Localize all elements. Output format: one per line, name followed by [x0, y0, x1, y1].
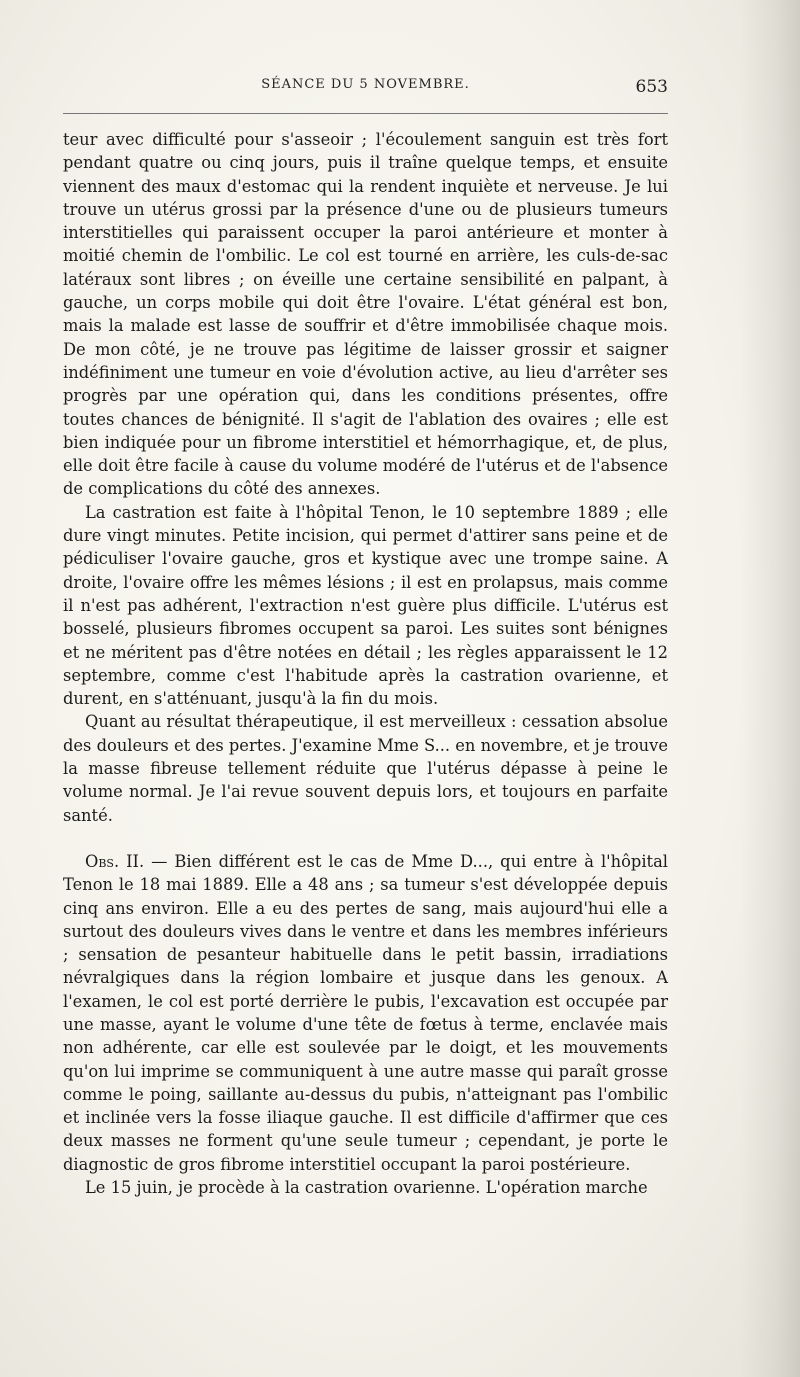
paragraph-operation: Le 15 juin, je procède à la castration ovarienne. L'opération marche [85, 1178, 648, 1198]
page-header [63, 77, 668, 101]
header-rule [63, 113, 668, 114]
body-text [63, 128, 668, 1199]
page-edge-shadow [740, 0, 800, 1377]
running-title: SÉANCE DU 5 NOVEMBRE. [261, 77, 470, 92]
paragraph-continuation: teur avec difficulté pour s'asseoir ; l'écoulement sanguin est très fort pendant quatre ou cinq jours, puis il traîne quelque temps, et ensuite viennent des maux d'estomac qui la rendent inquiète et nerveuse. Je lui trouve un utérus grossi par la présence d'une ou de plusieurs tumeurs interstitielles qui paraissent occuper la paroi antérieure et monter à moitié chemin de l'ombilic. Le col est tourné en arrière, les culs-de-sac latéraux sont libres ; on éveille une certaine sensibilité en palpant, à gauche, un corps mobile qui doit être l'ovaire. L'état général est bon, mais la malade est lasse de souffrir et d'être immobilisée chaque mois. De mon côté, je ne trouve pas légitime de laisser grossir et saigner indéfiniment une tumeur en voie d'évolution active, au lieu d'arrêter ses progrès par une opération qui, dans les conditions présentes, offre toutes chances de bénignité. Il s'agit de l'ablation des ovaires ; elle est bien indiquée pour un fibrome interstitiel et hémorrhagique, et, de plus, elle doit être facile à cause du volume modéré de l'utérus et de l'absence de complications du côté des annexes. [63, 130, 668, 499]
paragraph-castration: La castration est faite à l'hôpital Tenon, le 10 septembre 1889 ; elle dure vingt minutes. Petite incision, qui permet d'attirer sans peine et de pédiculiser l'ovaire gauche, gros et kystique avec une trompe saine. A droite, l'ovaire offre les mêmes lésions ; il est en prolapsus, mais comme il n'est pas adhérent, l'extraction n'est guère plus difficile. L'utérus est bosselé, plusieurs fibromes occupent sa paroi. Les suites sont bénignes et ne méritent pas d'être notées en détail ; les règles apparaissent le 12 septembre, comme c'est l'habitude après la castration ovarienne, et durent, en s'atténuant, jusqu'à la fin du mois. [63, 502, 668, 709]
paragraph-observation-2 [63, 850, 668, 1176]
paragraph-result: Quant au résultat thérapeutique, il est merveilleux : cessation absolue des douleurs et des pertes. J'examine Mme S... en novembre, et je trouve la masse fibreuse tellement réduite que l'utérus dépasse à peine le volume normal. Je l'ai revue souvent depuis lors, et toujours en parfaite santé. [63, 712, 668, 825]
page-number: 653 [635, 77, 668, 97]
observation-label: Obs. II. [85, 851, 145, 871]
observation-text: — Bien différent est le cas de Mme D..., qui entre à l'hôpital Tenon le 18 mai 1889. Elle a 48 ans ; sa tumeur s'est développée depuis cinq ans environ. Elle a eu des pertes de sang, mais aujourd'hui elle a surtout des douleurs vives dans le ventre et dans les membres inférieurs ; sensation de pesanteur habituelle dans le petit bassin, irradiations névralgiques dans la région lombaire et jusque dans les genoux. A l'examen, le col est porté derrière le pubis, l'excavation est occupée par une masse, ayant le volume d'une tête de fœtus à terme, enclavée mais non adhérente, car elle est soulevée par le doigt, et les mouvements qu'on lui imprime se communiquent à une autre masse qui paraît grosse comme le poing, saillante au-dessus du pubis, n'atteignant pas l'ombilic et inclinée vers la fosse iliaque gauche. Il est difficile d'affirmer que ces deux masses ne forment qu'une seule tumeur ; cependant, je porte le diagnostic de gros fibrome interstitiel occupant la paroi postérieure. [63, 851, 669, 1174]
